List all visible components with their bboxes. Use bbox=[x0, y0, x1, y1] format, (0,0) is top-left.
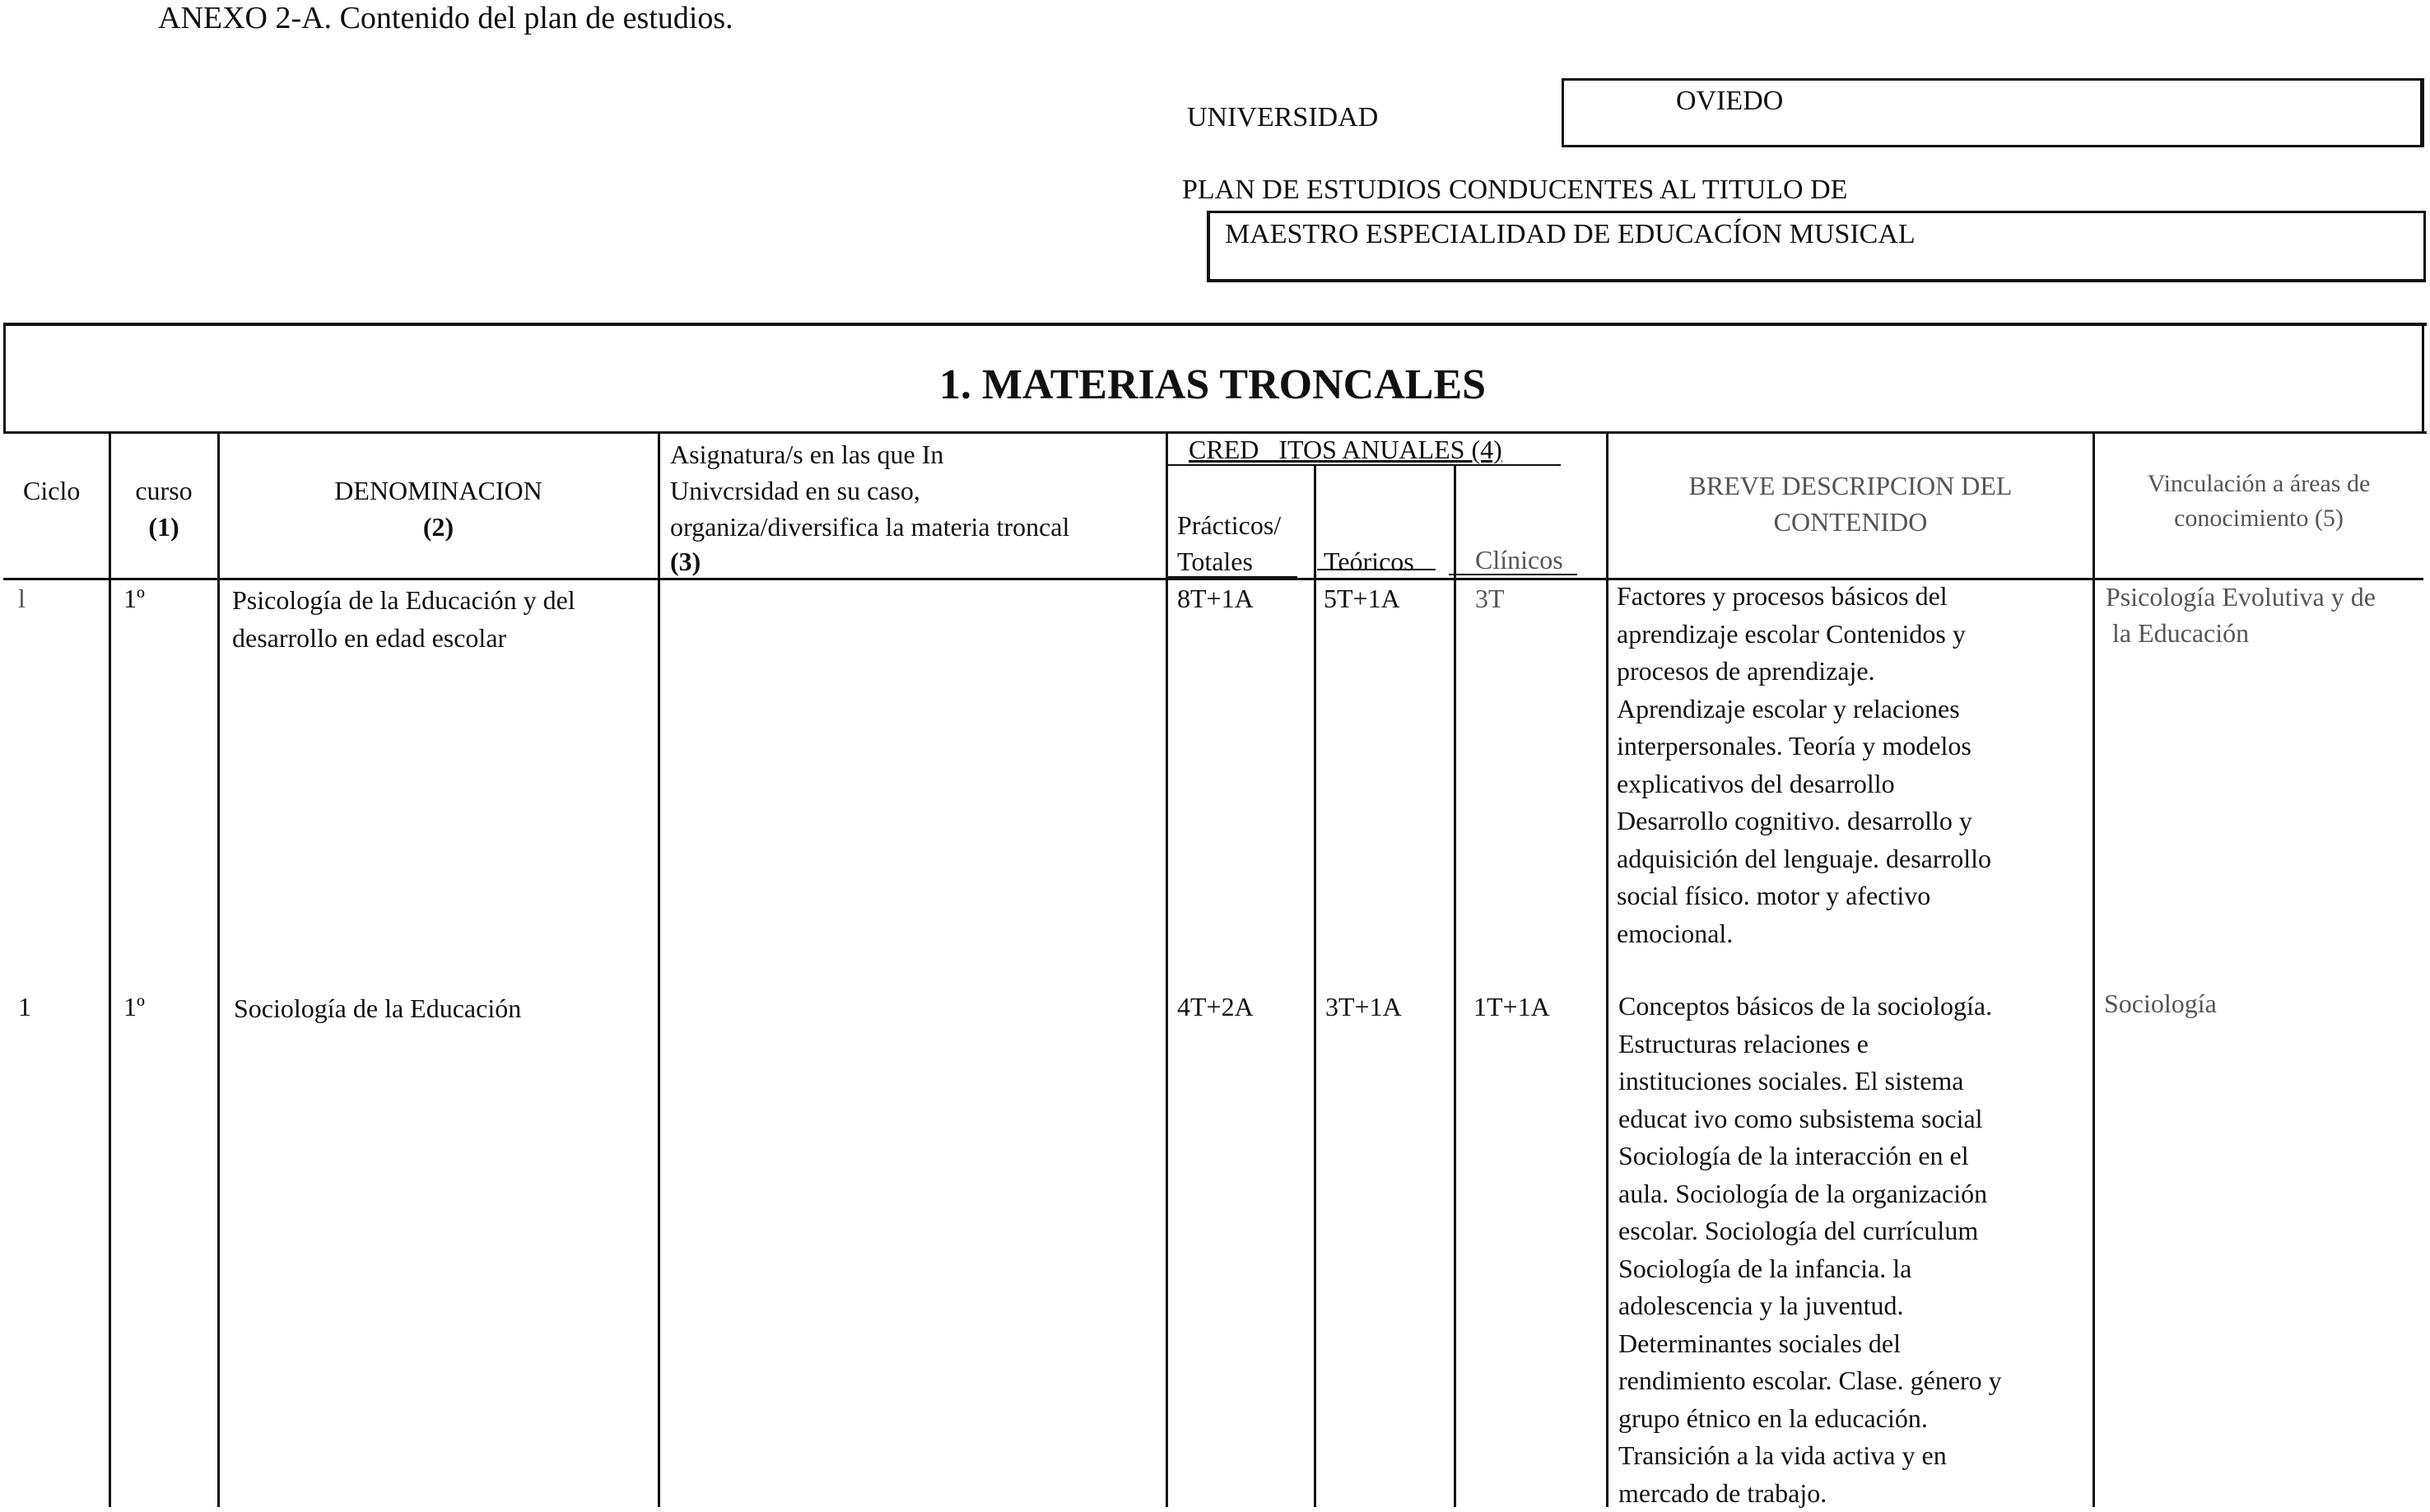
col-header-denominacion-note: (2) bbox=[422, 512, 454, 542]
col-header-creditos: CRED ITOS ANUALES (4) bbox=[1189, 435, 1502, 464]
cell-denominacion-2: desarrollo en edad escolar bbox=[232, 623, 507, 653]
cell-denominacion-1: Sociología de la Educación bbox=[234, 993, 522, 1023]
col-header-descripcion-1: BREVE DESCRIPCION DEL bbox=[1688, 471, 2013, 500]
cell-descripcion: Factores y procesos básicos del aprendizaje escolar Contenidos y procesos de aprendizaje. Aprendizaje escolar y relaciones interpersonales. Teoría y modelos explicativos del desarrollo Desarrollo cognitivo. desarrollo y adquisición del lenguaje. desarrollo social físico. motor y afectivo emocional. bbox=[1617, 581, 1991, 948]
col-header-totales-1: Prácticos/ bbox=[1177, 510, 1282, 540]
annex-title: ANEXO 2-A. Contenido del plan de estudios. bbox=[158, 1, 733, 35]
cell-clinicos: 3T bbox=[1475, 584, 1505, 613]
col-header-totales-2: Totales bbox=[1177, 547, 1253, 576]
plan-value: MAESTRO ESPECIALIDAD DE EDUCACÍON MUSICAL bbox=[1225, 219, 1916, 249]
cell-curso: 1º bbox=[123, 992, 145, 1021]
cell-clinicos: 1T+1A bbox=[1473, 992, 1550, 1021]
col-header-descripcion-2: CONTENIDO bbox=[1773, 507, 1928, 537]
col-header-denominacion: DENOMINACION bbox=[334, 476, 542, 505]
col-header-asignatura-2: Univcrsidad en su caso, bbox=[670, 476, 920, 505]
cell-ciclo: 1 bbox=[18, 992, 31, 1021]
cell-vinculacion-1: Psicología Evolutiva y de bbox=[2106, 582, 2376, 612]
col-header-curso: curso bbox=[135, 476, 193, 505]
col-header-teoricos: Teóricos bbox=[1324, 547, 1414, 576]
cell-denominacion-1: Psicología de la Educación y del bbox=[232, 585, 575, 615]
cell-teoricos: 3T+1A bbox=[1325, 992, 1402, 1021]
col-header-ciclo: Ciclo bbox=[23, 476, 81, 505]
col-header-clinicos: Clínicos bbox=[1475, 545, 1563, 575]
col-header-curso-note: (1) bbox=[148, 512, 179, 542]
col-header-asignatura-3: organiza/diversifica la materia troncal bbox=[670, 512, 1070, 542]
col-header-asignatura-1: Asignatura/s en las que In bbox=[670, 440, 944, 469]
cell-descripcion: Conceptos básicos de la sociología. Estructuras relaciones e instituciones sociales. El sistema educat ivo como subsistema social Sociología de la interacción en el aula. Sociología de la organización escolar. Sociología del currículum Sociología de la infancia. la adolescencia y la juventud. Determinantes sociales del rendimiento escolar. Clase. género y grupo étnico en la educación. Transición a la vida activa y en mercado de trabajo. bbox=[1618, 991, 2002, 1508]
universidad-label: UNIVERSIDAD bbox=[1187, 102, 1379, 133]
cell-ciclo: l bbox=[18, 584, 26, 613]
cell-teoricos: 5T+1A bbox=[1324, 584, 1400, 613]
cell-vinculacion-2: la Educación bbox=[2112, 618, 2250, 648]
section-title: 1. MATERIAS TRONCALES bbox=[938, 361, 1487, 408]
col-header-vinculacion-1: Vinculación a áreas de bbox=[2147, 470, 2371, 497]
col-header-vinculacion-2: conocimiento (5) bbox=[2174, 505, 2344, 532]
universidad-value: OVIEDO bbox=[1676, 86, 1784, 116]
col-header-asignatura-note: (3) bbox=[670, 547, 701, 576]
plan-label: PLAN DE ESTUDIOS CONDUCENTES AL TITULO DE bbox=[1182, 174, 1848, 205]
cell-vinculacion-1: Sociología bbox=[2104, 989, 2217, 1018]
cell-totales: 8T+1A bbox=[1177, 584, 1254, 613]
cell-totales: 4T+2A bbox=[1177, 992, 1254, 1021]
cell-curso: 1º bbox=[123, 584, 145, 613]
